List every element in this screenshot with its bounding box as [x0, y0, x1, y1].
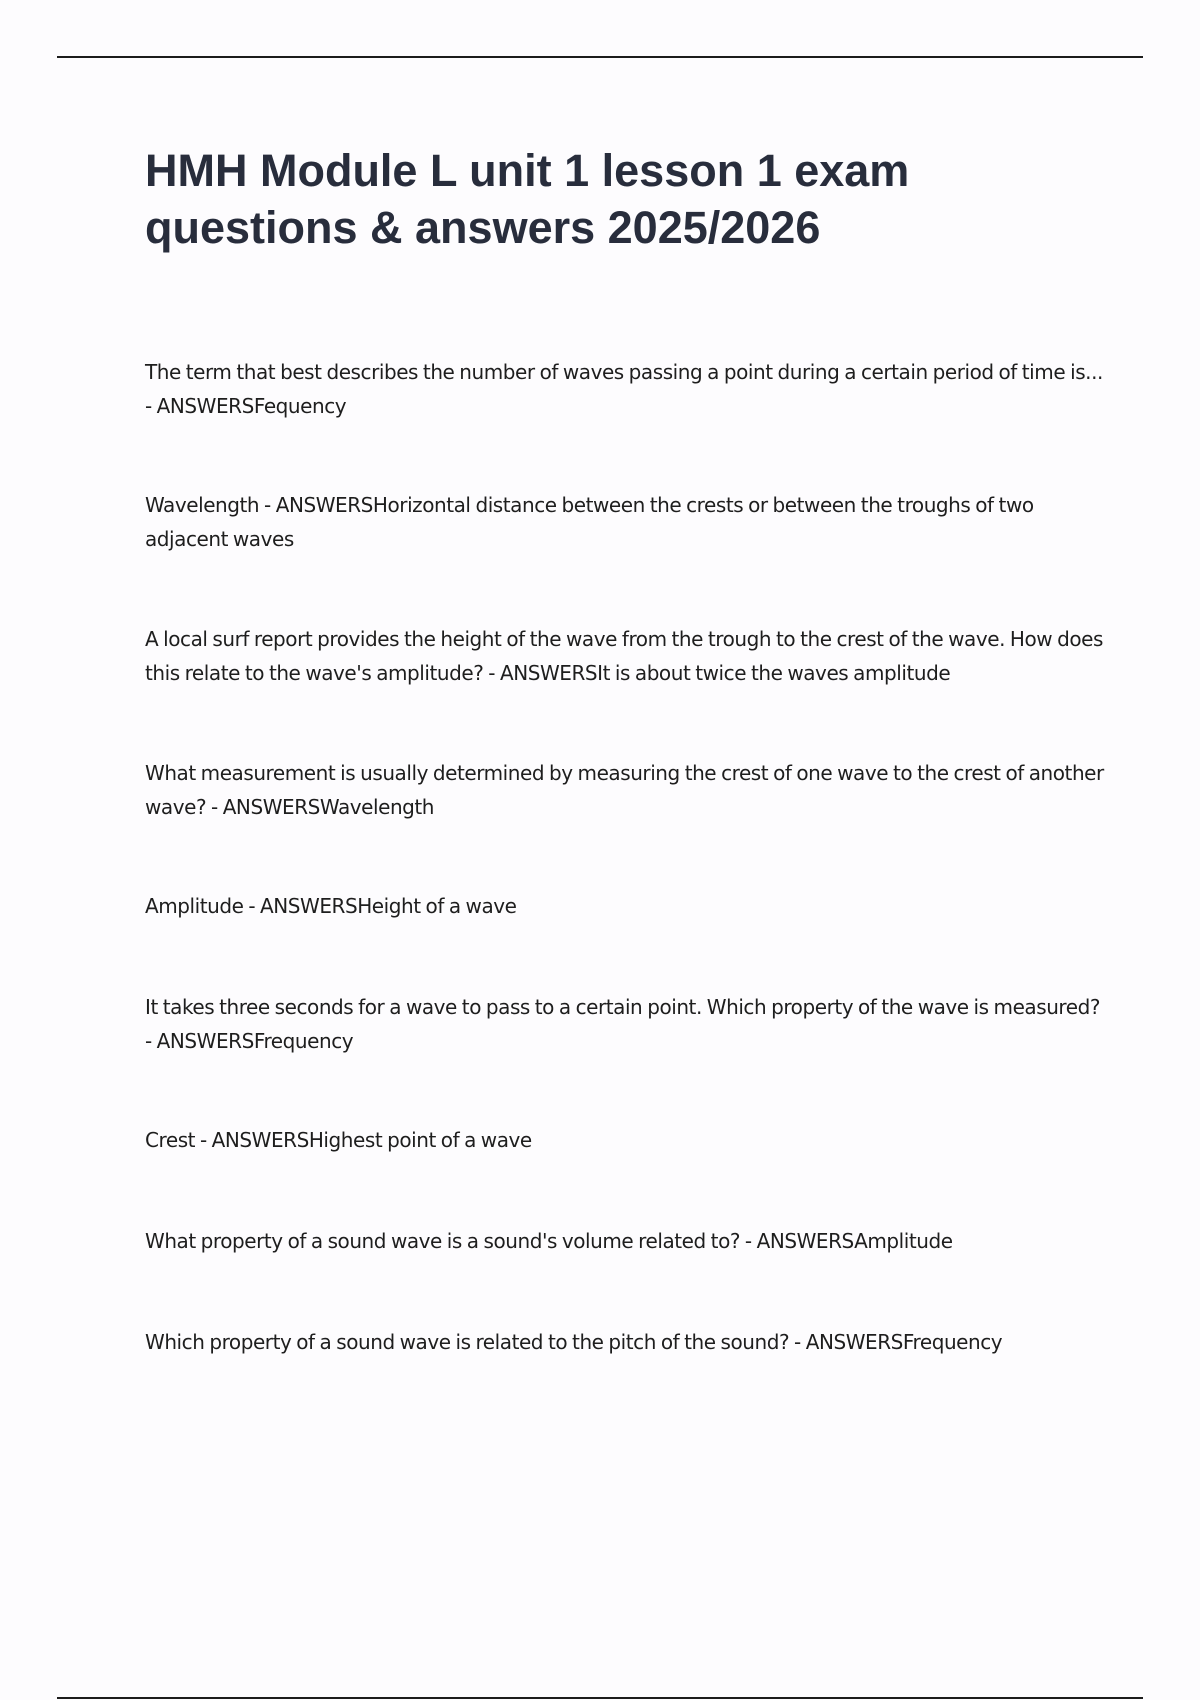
- bottom-divider: [57, 1697, 1143, 1699]
- document-title: HMH Module L unit 1 lesson 1 exam questions & answers 2025/2026: [145, 145, 910, 253]
- qa-item: Crest - ANSWERSHighest point of a wave: [145, 1128, 532, 1152]
- qa-item: What measurement is usually determined by measuring the crest of one wave to the crest of another wave? - ANSWERSWavelength: [145, 761, 1104, 819]
- qa-item: A local surf report provides the height of the wave from the trough to the crest of the wave. How does this relate to the wave's amplitude? - ANSWERSIt is about twice the waves amplitude: [145, 627, 1103, 685]
- qa-item: What property of a sound wave is a sound's volume related to? - ANSWERSAmplitude: [145, 1229, 953, 1253]
- qa-item: Wavelength - ANSWERSHorizontal distance between the crests or between the troughs of two adjacent waves: [145, 493, 1034, 551]
- qa-item: It takes three seconds for a wave to pass to a certain point. Which property of the wave is measured? - ANSWERSFrequency: [145, 995, 1101, 1053]
- qa-item: Which property of a sound wave is related to the pitch of the sound? - ANSWERSFrequency: [145, 1330, 1003, 1354]
- top-divider: [57, 56, 1143, 58]
- qa-item: Amplitude - ANSWERSHeight of a wave: [145, 894, 517, 918]
- qa-item: The term that best describes the number of waves passing a point during a certain period of time is... - ANSWERSFequency: [145, 360, 1103, 418]
